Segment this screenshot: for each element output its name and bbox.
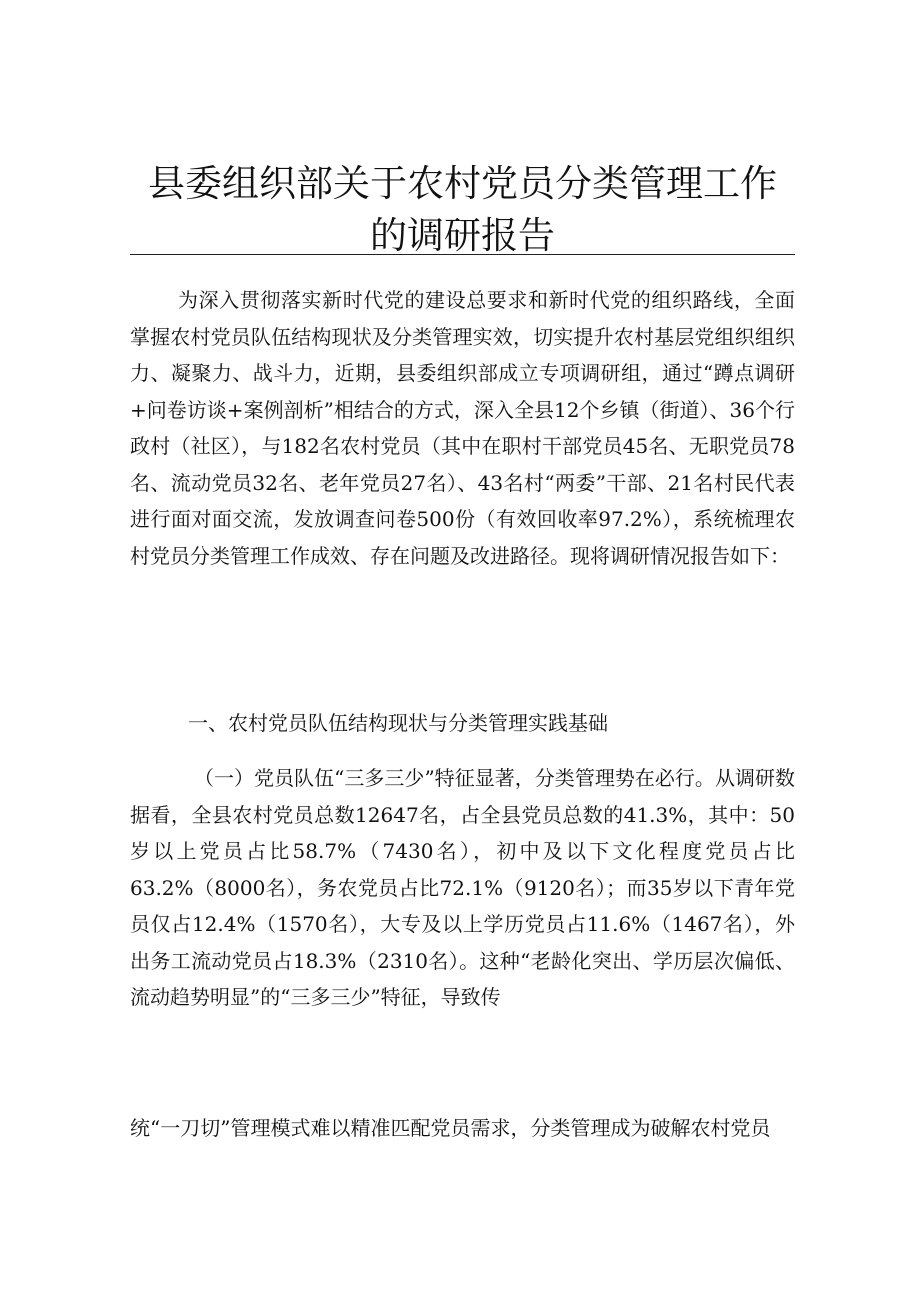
document-title: 县委组织部关于农村党员分类管理工作的调研报告 [148, 162, 777, 257]
title-divider [130, 254, 795, 255]
section-paragraph: （一）党员队伍“三多三少”特征显著，分类管理势在必行。从调研数据看，全县农村党员总数12647名，占全县党员总数的41.3%，其中：50岁以上党员占比58.7%（7430名），初中及以下文化程度党员占比63.2%（8000名），务农党员占比72.1%（9120名）；而35岁以下青年党员仅占12.4%（1570名），大专及以上学历党员占11.6%（1467名），外出务工流动党员占18.3%（2310名）。这种“老龄化突出、学历层次偏低、流动趋势明显”的“三多三少”特征，导致传 [130, 766, 795, 1009]
intro-paragraph: 为深入贯彻落实新时代党的建设总要求和新时代党的组织路线，全面掌握农村党员队伍结构现状及分类管理实效，切实提升农村基层党组织组织力、凝聚力、战斗力，近期，县委组织部成立专项调研组，通过“蹲点调研+问卷访谈+案例剖析”相结合的方式，深入全县12个乡镇（街道）、36个行政村（社区），与182名农村党员（其中在职村干部党员45名、无职党员78名、流动党员32名、老年党员27名）、43名村“两委”干部、21名村民代表进行面对面交流，发放调查问卷500份（有效回收率97.2%），系统梳理农村党员分类管理工作成效、存在问题及改进路径。现将调研情况报告如下： [130, 288, 795, 568]
section-heading: 一、农村党员队伍结构现状与分类管理实践基础 [188, 711, 608, 735]
continuation-paragraph: 统“一刀切”管理模式难以精准匹配党员需求，分类管理成为破解农村党员 [130, 1116, 771, 1140]
